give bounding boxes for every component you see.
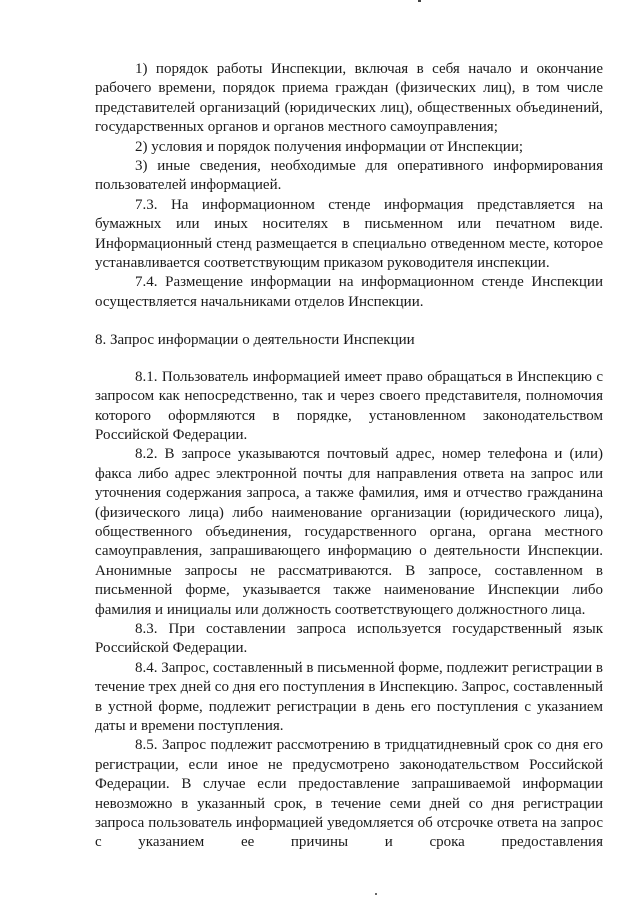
clause-8-1: 8.1. Пользователь информацией имеет право обращаться в Инспекцию с запросом как непосредственно, так и через своего представителя, полномочия которого оформляются в порядке, установленном законодательством Российской Федерации.	[95, 368, 603, 443]
clause-8-4: 8.4. Запрос, составленный в письменной форме, подлежит регистрации в течение трех дней со дня его поступления в Инспекцию. Запрос, составленный в устной форме, подлежит регистрации в день его поступления с указанием даты и времени поступления.	[95, 659, 603, 734]
clause-8-2: 8.2. В запросе указываются почтовый адрес, номер телефона и (или) факса либо адрес электронной почты для направления ответа на запрос или уточнения содержания запроса, а также фамилия, имя и отчество гражданина (физического лица) либо наименование организации (юридического лица), общественного объединения, государственного органа, органа местного самоуправления, запрашивающего информацию о деятельности Инспекции. Анонимные запросы не рассматриваются. В запросе, составленном в письменной форме, указывается также наименование Инспекции либо фамилия и инициалы или должность соответствующего должностного лица.	[95, 446, 603, 618]
item-1-work-schedule: 1) порядок работы Инспекции, включая в себя начало и окончание рабочего времени, порядок приема граждан (физических лиц), в том числе представителей организаций (юридических лиц), общественных объединений, государственных органов и органов местного самоуправления;	[95, 61, 603, 136]
scan-mark-top	[418, 0, 421, 2]
clause-8-5: 8.5. Запрос подлежит рассмотрению в тридцатидневный срок со дня его регистрации, если иное не предусмотрено законодательством Российской Федерации. В случае если предоставление запрашиваемой информации невозможно в указанный срок, в течение семи дней со дня регистрации запроса пользователь информацией уведомляется об отсрочке ответа на запрос с указанием ее причины и срока предоставления	[95, 737, 603, 851]
clause-8-3: 8.3. При составлении запроса используется государственный язык Российской Федерации.	[95, 620, 603, 657]
scan-mark-bottom	[375, 893, 377, 895]
clause-7-3: 7.3. На информационном стенде информация представляется на бумажных или иных носителях в письменном или печатном виде. Информационный стенд размещается в специально отведенном месте, которое устанавливается соответствующим приказом руководителя инспекции.	[95, 196, 603, 272]
section-8-heading: 8. Запрос информации о деятельности Инспекции	[95, 332, 415, 349]
clause-7-4: 7.4. Размещение информации на информационном стенде Инспекции осуществляется начальниками отделов Инспекции.	[95, 274, 603, 310]
item-2-conditions: 2) условия и порядок получения информации от Инспекции;	[135, 138, 524, 155]
document-body	[95, 60, 603, 853]
item-3-other-info: 3) иные сведения, необходимые для оперативного информирования пользователей информацией.	[95, 158, 603, 194]
